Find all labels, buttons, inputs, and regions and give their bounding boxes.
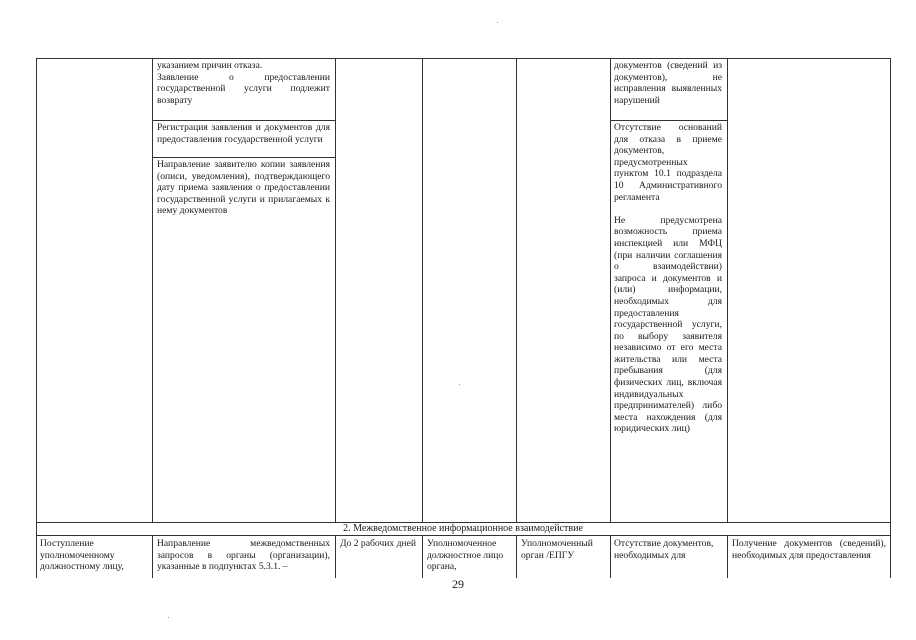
col-border-5 (610, 58, 611, 522)
col-border-2 (335, 58, 336, 522)
scan-speck (459, 384, 460, 385)
bottom-col-border-6 (727, 535, 728, 578)
bottom-cell-deadline: До 2 рабочих дней (340, 538, 416, 549)
page-number: 29 (452, 577, 464, 591)
col-border-6 (727, 58, 728, 522)
bottom-cell-authority: Уполномоченный орган /ЕПГУ (521, 538, 593, 561)
bottom-cell-official: Уполномоченное должностное лицо органа, (427, 538, 504, 573)
row-divider-col2-b (152, 157, 335, 158)
scan-speck (168, 617, 169, 618)
cell-no-grounds-refusal: Отсутствие оснований для отказа в приеме документов, предусмотренных пунктом 10.1 подраздела 10 Административного регламента Не предусмотрена возможность приема инспекцией или МФЦ (при наличии соглашения о взаимодействии) запроса и документов и (или) информации, необходимых для предоставления государственной услуги, по выбору заявителя независимо от его места жительства или места пребывания (для физических лиц, включая индивидуальных предпринимателей) либо места нахождения (для юридических лиц) (614, 122, 722, 435)
col-border-4 (516, 58, 517, 522)
bottom-col-border-4 (516, 535, 517, 578)
bottom-col-border-1 (152, 535, 153, 578)
bottom-cell-receipt: Поступление уполномоченному должностному лицу, (40, 538, 124, 573)
row-divider-col7-a (610, 120, 727, 121)
col-border-0 (36, 58, 37, 578)
row-divider-col2-a (152, 120, 335, 121)
table-top-border (36, 58, 891, 59)
bottom-cell-interagency-requests: Направление межведомственных запросов в органы (организации), указанные в подпунктах 5.3.1. – (157, 538, 330, 573)
col-border-3 (422, 58, 423, 522)
col-border-1 (152, 58, 153, 522)
scan-speck (497, 22, 498, 23)
bottom-col-border-5 (610, 535, 611, 578)
cell-registration: Регистрация заявления и документов для предоставления государственной услуги (157, 122, 330, 145)
cell-send-copy: Направление заявителю копии заявления (описи, уведомления), подтверждающего дату приема заявления о предоставлении государственной услуги и прилагаемых к нему документов (157, 159, 330, 217)
cell-refusal-return: указанием причин отказа. Заявление о предоставлении государственной услуги подлежит возврату (157, 60, 330, 106)
bottom-col-border-2 (335, 535, 336, 578)
cell-documents-not-fixed: документов (сведений из документов), не исправления выявленных нарушений (614, 60, 722, 106)
col-border-7 (890, 58, 891, 578)
bottom-cell-result: Получение документов (сведений), необходимых для предоставления (732, 538, 886, 561)
bottom-cell-absence: Отсутствие документов, необходимых для (614, 538, 714, 561)
section-title: 2. Межведомственное информационное взаимодействие (343, 523, 583, 534)
section-bottom-border (36, 535, 891, 536)
bottom-col-border-3 (422, 535, 423, 578)
